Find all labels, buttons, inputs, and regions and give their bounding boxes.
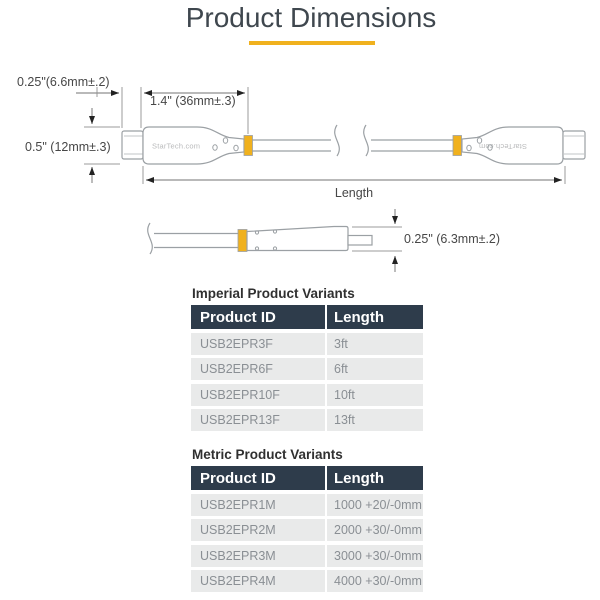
column-header-product-id: Product ID [200,469,276,487]
connector-side-view [148,223,372,254]
product-id-cell: USB2EPR6F [200,362,273,376]
cable-break-icon [364,125,369,156]
left-connector [122,127,253,164]
yellow-strain-relief-band-right [453,136,462,156]
metric-table-heading: Metric Product Variants [192,447,343,462]
table-row [191,333,423,355]
cable-dimension-diagram [0,60,600,275]
dimension-label: Length [334,186,374,200]
table-row [191,409,423,431]
dimension-tip-length [17,75,141,128]
table-row [191,570,423,592]
table-header-row [191,305,423,329]
imperial-table-heading: Imperial Product Variants [192,286,355,301]
length-cell: 4000 +30/-0mm [325,570,423,592]
imperial-variants-table [191,286,423,431]
length-cell: 3ft [325,333,423,355]
column-header-length: Length [325,466,423,490]
title-accent-rule [249,41,375,45]
product-id-cell: USB2EPR2M [200,523,276,537]
page-header [0,0,600,45]
table-row [191,519,423,541]
product-id-cell: USB2EPR1M [200,497,276,512]
dimension-label: 0.25" (6.3mm±.2) [404,232,501,246]
table-row [191,494,423,516]
length-cell: 6ft [325,358,423,380]
dimension-overall-length [143,166,565,200]
column-header-length: Length [325,305,423,329]
usb-c-plug-tip-left [122,131,143,159]
yellow-strain-relief-band-side [238,230,247,252]
connector-body-side [247,227,348,251]
dimension-label: 1.4" (36mm±.3) [150,94,236,108]
length-cell: 10ft [325,384,423,406]
dimension-label: 0.5" (12mm±.3) [25,140,111,154]
metric-variants-table [191,447,423,592]
length-cell: 3000 +30/-0mm [325,545,423,567]
dimension-connector-thickness [352,209,500,272]
dimension-label: 0.25"(6.6mm±.2) [17,75,110,89]
column-header-product-id: Product ID [200,308,276,326]
length-cell: 2000 +30/-0mm [325,519,423,541]
table-row [191,384,423,406]
length-cell: 13ft [325,409,423,431]
variant-tables [191,286,423,592]
cable-top-view [253,125,454,156]
brand-label-left: StarTech.com [152,141,201,151]
product-id-cell: USB2EPR3F [200,336,273,351]
yellow-strain-relief-band-left [244,136,253,156]
table-row [191,545,423,567]
page-title: Product Dimensions [185,2,437,33]
length-cell: 1000 +20/-0mm [325,494,423,516]
brand-label-right-mirrored: StarTech.com [478,142,527,151]
usb-c-plug-tip-right [563,131,585,159]
cable-break-icon [335,125,340,156]
table-header-row [191,466,423,490]
product-id-cell: USB2EPR4M [200,574,276,588]
product-id-cell: USB2EPR10F [200,387,280,402]
product-id-cell: USB2EPR13F [200,413,280,427]
right-connector [453,127,585,164]
product-id-cell: USB2EPR3M [200,548,276,563]
table-row [191,358,423,380]
dimension-connector-height [25,108,120,183]
cable-break-icon [148,223,153,254]
usb-c-plug-tip-side [348,236,372,246]
